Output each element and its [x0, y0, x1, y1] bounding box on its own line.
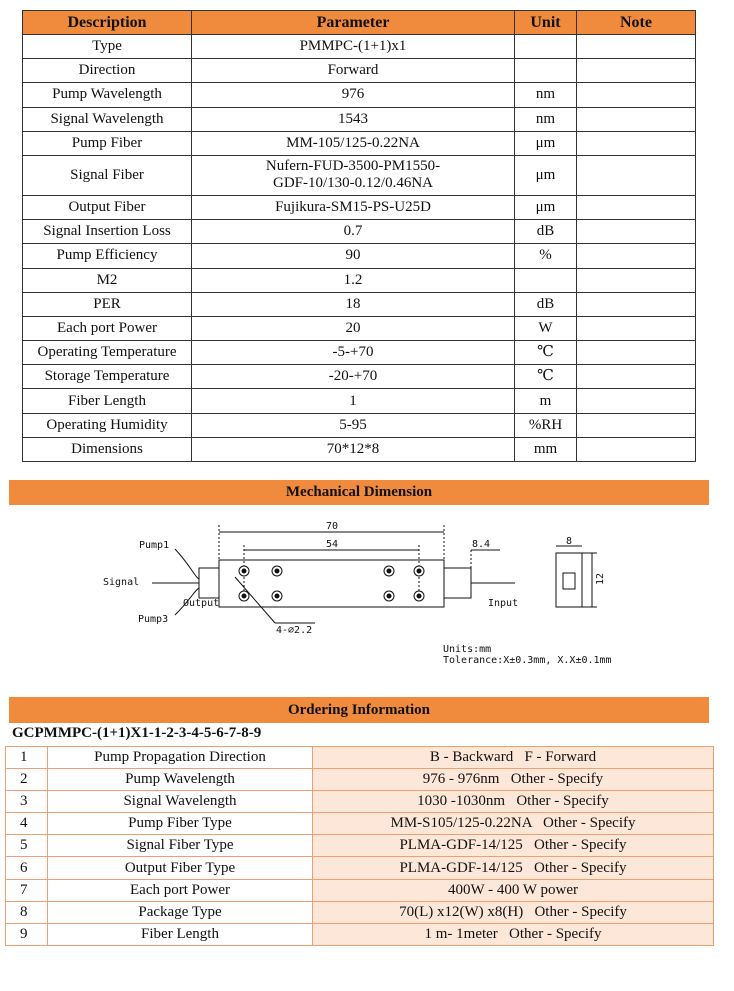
mount-holes — [239, 566, 424, 601]
spec-unit-cell: %RH — [515, 413, 577, 437]
spec-parameter-cell: PMMPC-(1+1)x1 — [192, 35, 515, 59]
ordering-number-cell: 6 — [6, 857, 48, 879]
spec-row — [23, 131, 696, 155]
ordering-number-cell: 2 — [6, 769, 48, 791]
label-signal: Signal — [103, 577, 140, 588]
ordering-option-cell: B - Backward F - Forward — [313, 747, 714, 769]
spec-parameter-cell: 70*12*8 — [192, 437, 515, 461]
spec-description-cell: Pump Wavelength — [23, 83, 192, 107]
spec-unit-cell — [515, 268, 577, 292]
spec-unit-cell: dB — [515, 292, 577, 316]
spec-parameter-cell: 20 — [192, 316, 515, 340]
spec-description-cell: Signal Fiber — [23, 155, 192, 195]
spec-row — [23, 268, 696, 292]
spec-table — [22, 10, 696, 462]
label-dim-8: 8 — [566, 536, 573, 547]
spec-note-cell — [577, 341, 696, 365]
ordering-option-cell: 400W - 400 W power — [313, 879, 714, 901]
spec-note-cell — [577, 220, 696, 244]
ordering-row — [6, 747, 714, 769]
ordering-item-cell: Output Fiber Type — [48, 857, 313, 879]
spec-description-cell: Dimensions — [23, 437, 192, 461]
spec-description-cell: Storage Temperature — [23, 365, 192, 389]
spec-parameter-cell: Nufern-FUD-3500-PM1550- GDF-10/130-0.12/0.46NA — [192, 155, 515, 195]
ordering-item-cell: Fiber Length — [48, 923, 313, 945]
right-boot — [444, 568, 471, 598]
spec-row — [23, 365, 696, 389]
ordering-body — [6, 747, 714, 946]
spec-description-cell: Type — [23, 35, 192, 59]
spec-note-cell — [577, 83, 696, 107]
spec-note-cell — [577, 389, 696, 413]
spec-note-cell — [577, 59, 696, 83]
header-parameter: Parameter — [192, 11, 515, 35]
header-description: Description — [23, 11, 192, 35]
spec-unit-cell — [515, 35, 577, 59]
label-pump3: Pump3 — [138, 614, 169, 625]
spec-note-cell — [577, 107, 696, 131]
ordering-row — [6, 879, 714, 901]
spec-description-cell: M2 — [23, 268, 192, 292]
spec-description-cell: Signal Wavelength — [23, 107, 192, 131]
label-output: Output — [183, 598, 220, 609]
ordering-item-cell: Each port Power — [48, 879, 313, 901]
spec-row — [23, 413, 696, 437]
spec-parameter-cell: MM-105/125-0.22NA — [192, 131, 515, 155]
ordering-item-cell: Signal Fiber Type — [48, 835, 313, 857]
ordering-row — [6, 813, 714, 835]
label-tolerance: Tolerance:X±0.3mm, X.X±0.1mm — [443, 655, 612, 666]
ordering-number-cell: 9 — [6, 923, 48, 945]
spec-note-cell — [577, 35, 696, 59]
spec-description-cell: Operating Humidity — [23, 413, 192, 437]
ordering-number-cell: 1 — [6, 747, 48, 769]
spec-parameter-cell: 976 — [192, 83, 515, 107]
ordering-number-cell: 4 — [6, 813, 48, 835]
spec-row — [23, 107, 696, 131]
spec-parameter-cell: 5-95 — [192, 413, 515, 437]
ordering-option-cell: PLMA-GDF-14/125 Other - Specify — [313, 835, 714, 857]
spec-row — [23, 155, 696, 195]
ordering-row — [6, 923, 714, 945]
end-view — [556, 546, 597, 607]
spec-description-cell: Output Fiber — [23, 195, 192, 219]
ordering-row — [6, 857, 714, 879]
label-pump1: Pump1 — [139, 540, 170, 551]
spec-row — [23, 389, 696, 413]
spec-description-cell: Pump Fiber — [23, 131, 192, 155]
spec-description-cell: Each port Power — [23, 316, 192, 340]
spec-unit-cell: dB — [515, 220, 577, 244]
spec-description-cell: Fiber Length — [23, 389, 192, 413]
spec-description-cell: Signal Insertion Loss — [23, 220, 192, 244]
spec-unit-cell: ℃ — [515, 341, 577, 365]
spec-row — [23, 195, 696, 219]
spec-unit-cell: nm — [515, 83, 577, 107]
ordering-number-cell: 5 — [6, 835, 48, 857]
ordering-item-cell: Signal Wavelength — [48, 791, 313, 813]
spec-parameter-cell: 0.7 — [192, 220, 515, 244]
spec-note-cell — [577, 195, 696, 219]
spec-unit-cell: W — [515, 316, 577, 340]
mechanical-drawing — [0, 505, 734, 695]
spec-unit-cell: % — [515, 244, 577, 268]
ordering-item-cell: Pump Propagation Direction — [48, 747, 313, 769]
pump1-fiber — [175, 549, 199, 579]
label-units: Units:mm — [443, 644, 492, 655]
left-boot — [199, 568, 219, 598]
device-body — [219, 560, 444, 607]
spec-description-cell: Pump Efficiency — [23, 244, 192, 268]
spec-note-cell — [577, 413, 696, 437]
spec-note-cell — [577, 155, 696, 195]
spec-row — [23, 437, 696, 461]
ordering-number-cell: 3 — [6, 791, 48, 813]
spec-description-cell: Direction — [23, 59, 192, 83]
header-unit: Unit — [515, 11, 577, 35]
spec-parameter-cell: -20-+70 — [192, 365, 515, 389]
spec-row — [23, 341, 696, 365]
ordering-row — [6, 791, 714, 813]
spec-row — [23, 59, 696, 83]
spec-parameter-cell: 1 — [192, 389, 515, 413]
spec-body — [23, 35, 696, 462]
spec-unit-cell: mm — [515, 437, 577, 461]
ordering-row — [6, 901, 714, 923]
spec-unit-cell: ℃ — [515, 365, 577, 389]
spec-note-cell — [577, 365, 696, 389]
spec-unit-cell: μm — [515, 131, 577, 155]
spec-row — [23, 35, 696, 59]
label-input: Input — [488, 598, 519, 609]
ordering-row — [6, 835, 714, 857]
label-dim-12: 12 — [595, 572, 606, 585]
spec-parameter-cell: 18 — [192, 292, 515, 316]
spec-parameter-cell: 90 — [192, 244, 515, 268]
header-note: Note — [577, 11, 696, 35]
spec-parameter-cell: 1543 — [192, 107, 515, 131]
spec-note-cell — [577, 268, 696, 292]
spec-note-cell — [577, 292, 696, 316]
ordering-item-cell: Pump Fiber Type — [48, 813, 313, 835]
ordering-item-cell: Pump Wavelength — [48, 769, 313, 791]
spec-description-cell: Operating Temperature — [23, 341, 192, 365]
ordering-table — [5, 746, 714, 946]
ordering-option-cell: 976 - 976nm Other - Specify — [313, 769, 714, 791]
spec-note-cell — [577, 244, 696, 268]
spec-parameter-cell: -5-+70 — [192, 341, 515, 365]
spec-unit-cell: nm — [515, 107, 577, 131]
ordering-option-cell: 1030 -1030nm Other - Specify — [313, 791, 714, 813]
spec-parameter-cell: Forward — [192, 59, 515, 83]
spec-header-row — [23, 11, 696, 35]
label-dim-54: 54 — [326, 539, 339, 550]
ordering-item-cell: Package Type — [48, 901, 313, 923]
ordering-option-cell: MM-S105/125-0.22NA Other - Specify — [313, 813, 714, 835]
label-dim-84: 8.4 — [472, 539, 491, 550]
ordering-number-cell: 7 — [6, 879, 48, 901]
spec-note-cell — [577, 131, 696, 155]
spec-row — [23, 292, 696, 316]
ordering-number-cell: 8 — [6, 901, 48, 923]
spec-row — [23, 220, 696, 244]
label-holes: 4-⌀2.2 — [276, 625, 313, 636]
spec-row — [23, 316, 696, 340]
spec-note-cell — [577, 316, 696, 340]
spec-unit-cell: μm — [515, 155, 577, 195]
spec-unit-cell: μm — [515, 195, 577, 219]
ordering-option-cell: PLMA-GDF-14/125 Other - Specify — [313, 857, 714, 879]
ordering-option-cell: 70(L) x12(W) x8(H) Other - Specify — [313, 901, 714, 923]
spec-description-cell: PER — [23, 292, 192, 316]
ordering-information-title: Ordering Information — [9, 697, 709, 723]
mechanical-dimension-title: Mechanical Dimension — [9, 480, 709, 505]
spec-parameter-cell: Fujikura-SM15-PS-U25D — [192, 195, 515, 219]
spec-unit-cell: m — [515, 389, 577, 413]
ordering-option-cell: 1 m- 1meter Other - Specify — [313, 923, 714, 945]
spec-row — [23, 244, 696, 268]
label-dim-70: 70 — [326, 521, 339, 532]
spec-row — [23, 83, 696, 107]
spec-note-cell — [577, 437, 696, 461]
spec-parameter-cell: 1.2 — [192, 268, 515, 292]
spec-unit-cell — [515, 59, 577, 83]
ordering-row — [6, 769, 714, 791]
ordering-code: GCPMMPC-(1+1)X1-1-2-3-4-5-6-7-8-9 — [12, 725, 262, 741]
